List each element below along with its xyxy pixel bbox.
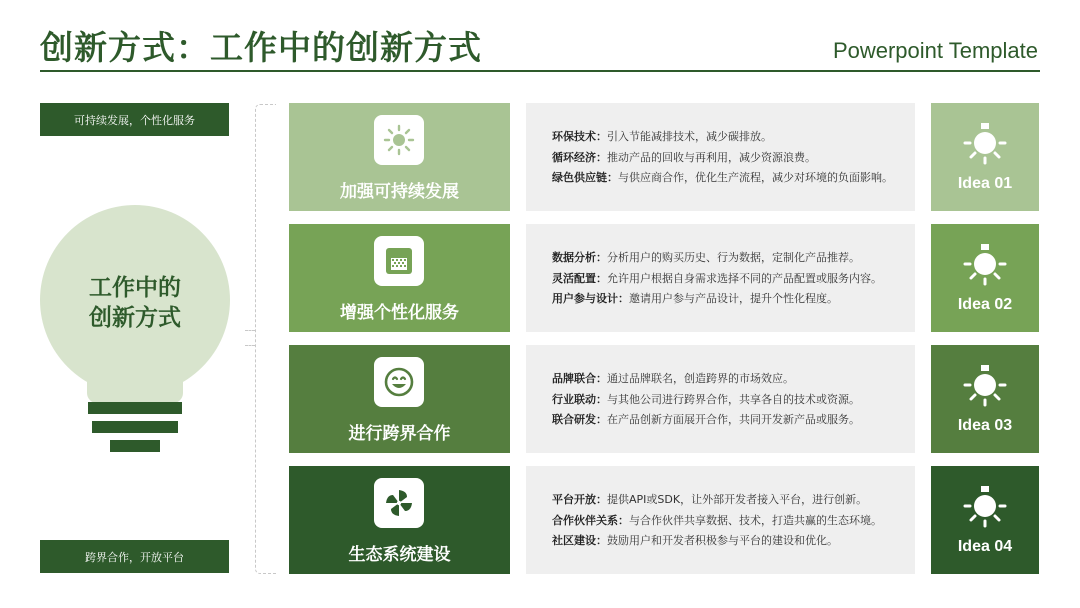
- innovation-row-1: [289, 103, 1039, 211]
- bulb-label: [40, 273, 230, 333]
- desc-term: 联合研发：: [552, 413, 607, 426]
- desc-term: 循环经济：: [552, 150, 607, 164]
- desc-text: 引入节能减排技术，减少碳排放。: [607, 130, 772, 143]
- desc-line: [552, 390, 901, 411]
- desc-line: [552, 369, 901, 390]
- method-title: 增强个性化服务: [340, 303, 459, 323]
- desc-text: 推动产品的回收与再利用，减少资源浪费。: [607, 150, 816, 164]
- pattern-icon: [374, 236, 424, 286]
- method-tile: [289, 345, 510, 453]
- desc-text: 分析用户的购买历史、行为数据，定制化产品推荐。: [607, 251, 860, 264]
- desc-term: 用户参与设计：: [552, 292, 629, 305]
- method-description: [526, 466, 915, 574]
- tag-top: 可持续发展，个性化服务: [40, 103, 229, 136]
- desc-term: 合作伙伴关系：: [552, 513, 629, 527]
- idea-label: Idea 04: [957, 538, 1013, 555]
- bulb-base-bar: [88, 402, 182, 414]
- pinwheel-icon: [374, 478, 424, 528]
- desc-text: 在产品创新方面展开合作，共同开发新产品或服务。: [607, 413, 860, 426]
- bulb-label-line1: 工作中的: [89, 275, 181, 301]
- desc-line: [552, 531, 901, 552]
- desc-line: [552, 148, 901, 169]
- desc-text: 与其他公司进行跨界合作，共享各自的技术或资源。: [607, 392, 860, 406]
- lightbulb-icon: [963, 242, 1007, 286]
- desc-text: 通过品牌联名，创造跨界的市场效应。: [607, 372, 794, 385]
- idea-tile: [931, 345, 1039, 453]
- method-title: 生态系统建设: [348, 545, 451, 565]
- desc-term: 行业联动：: [552, 392, 607, 406]
- method-description: [526, 224, 915, 332]
- method-description: [526, 345, 915, 453]
- title-divider: [40, 70, 1040, 72]
- bulb-base-bar: [110, 440, 160, 452]
- desc-text: 与供应商合作，优化生产流程，减少对环境的负面影响。: [618, 171, 893, 184]
- desc-line: [552, 248, 901, 269]
- method-tile: [289, 103, 510, 211]
- innovation-row-4: [289, 466, 1039, 574]
- desc-line: [552, 269, 901, 290]
- idea-label: Idea 02: [957, 296, 1013, 313]
- desc-term: 灵活配置：: [552, 271, 607, 285]
- method-tile: [289, 466, 510, 574]
- desc-text: 提供API或SDK，让外部开发者接入平台，进行创新。: [607, 493, 868, 506]
- desc-line: [552, 490, 901, 511]
- desc-line: [552, 410, 901, 431]
- bracket-divider: [255, 104, 276, 574]
- page-title: 创新方式：工作中的创新方式: [40, 28, 482, 67]
- desc-text: 邀请用户参与产品设计，提升个性化程度。: [629, 292, 838, 305]
- idea-tile: [931, 103, 1039, 211]
- desc-term: 社区建设：: [552, 534, 607, 547]
- method-title: 加强可持续发展: [340, 182, 459, 202]
- desc-term: 数据分析：: [552, 251, 607, 264]
- lightbulb-icon: [963, 121, 1007, 165]
- method-title: 进行跨界合作: [348, 424, 451, 444]
- bracket-notch: [245, 330, 255, 346]
- bulb-label-line2: 创新方式: [89, 305, 181, 331]
- method-description: [526, 103, 915, 211]
- smiley-icon: [374, 357, 424, 407]
- innovation-row-3: [289, 345, 1039, 453]
- desc-term: 绿色供应链：: [552, 171, 618, 184]
- lightbulb-graphic: [40, 205, 230, 460]
- desc-term: 品牌联合：: [552, 372, 607, 385]
- desc-text: 允许用户根据自身需求选择不同的产品配置或服务内容。: [607, 271, 882, 285]
- desc-term: 环保技术：: [552, 130, 607, 143]
- method-tile: [289, 224, 510, 332]
- lightbulb-icon: [963, 363, 1007, 407]
- idea-tile: [931, 466, 1039, 574]
- desc-term: 平台开放：: [552, 493, 607, 506]
- idea-label: Idea 03: [957, 417, 1013, 434]
- idea-tile: [931, 224, 1039, 332]
- desc-line: [552, 168, 901, 189]
- bulb-base-bar: [92, 421, 178, 433]
- page-subtitle: Powerpoint Template: [832, 38, 1038, 63]
- idea-label: Idea 01: [957, 175, 1013, 192]
- lightbulb-icon: [963, 484, 1007, 528]
- sun-icon: [374, 115, 424, 165]
- desc-text: 鼓励用户和开发者积极参与平台的建设和优化。: [607, 534, 838, 547]
- tag-bottom: 跨界合作，开放平台: [40, 540, 229, 573]
- desc-text: 与合作伙伴共享数据、技术，打造共赢的生态环境。: [629, 513, 882, 527]
- innovation-row-2: [289, 224, 1039, 332]
- desc-line: [552, 127, 901, 148]
- desc-line: [552, 511, 901, 532]
- desc-line: [552, 289, 901, 310]
